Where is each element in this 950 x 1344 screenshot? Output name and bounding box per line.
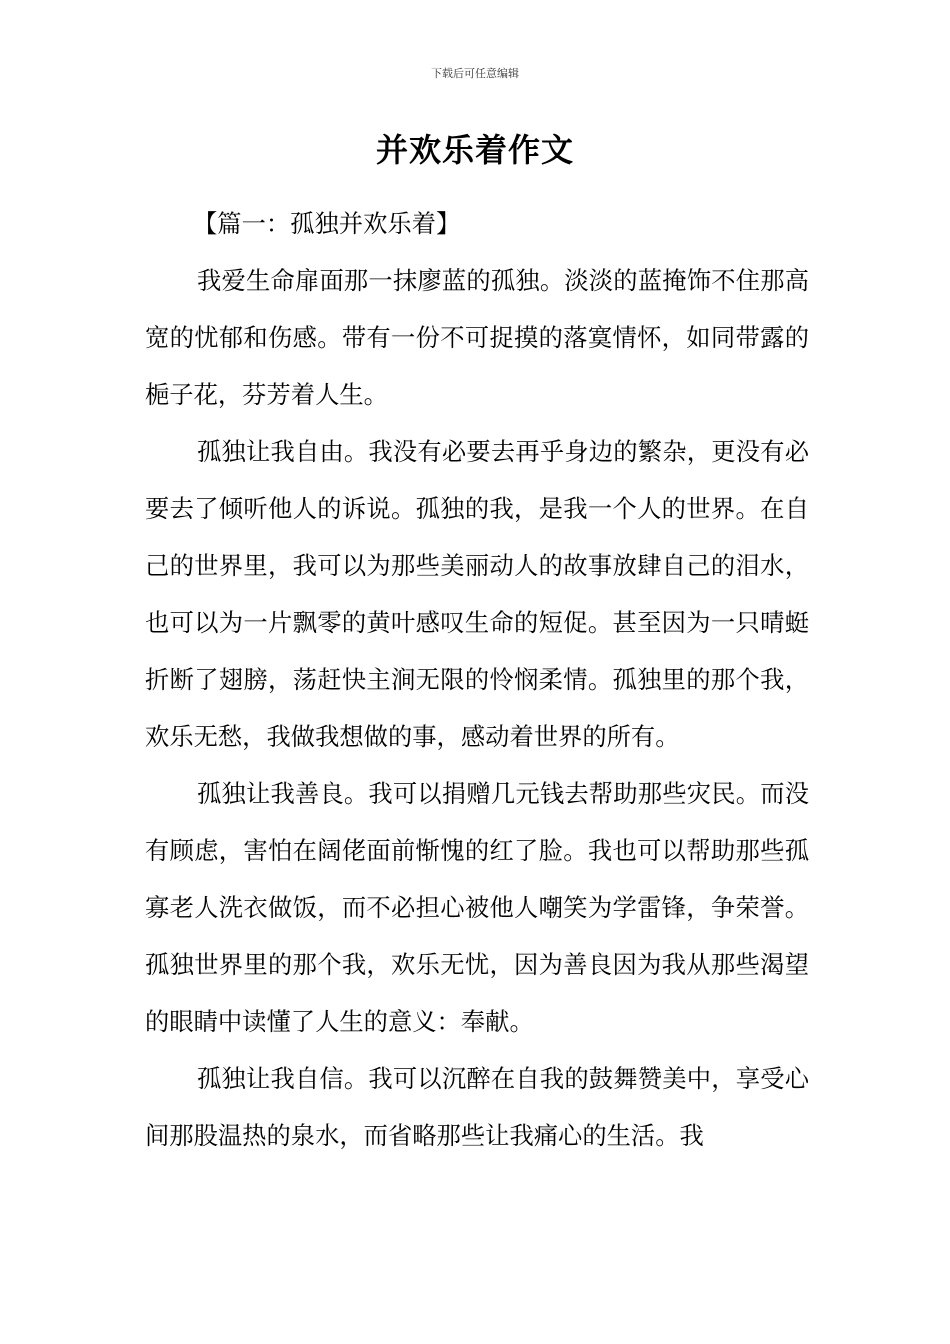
document-body <box>145 195 809 1164</box>
paragraph-1: 我爱生命扉面那一抹廖蓝的孤独。淡淡的蓝掩饰不住那高宽的忧郁和伤感。带有一份不可捉摸的落寞情怀，如同带露的梔子花，芬芳着人生。 <box>145 266 809 409</box>
header-note: 下载后可任意编辑 <box>431 67 519 80</box>
paragraph-2: 孤独让我自由。我没有必要去再乎身边的繁杂，更没有必要去了倾听他人的诉说。孤独的我，是我一个人的世界。在自己的世界里，我可以为那些美丽动人的故事放肆自己的泪水，也可以为一片飘零的黄叶感叹生命的短促。甚至因为一只晴蜓折断了翅膀，荡赶快主涧无限的怜悯柔情。孤独里的那个我，欢乐无愁，我做我想做的事，感动着世界的所有。 <box>145 437 809 751</box>
paragraph-3: 孤独让我善良。我可以捐赠几元钱去帮助那些灾民。而没有顾虑，害怕在阔佬面前惭愧的红了脸。我也可以帮助那些孤寡老人洗衣做饭，而不必担心被他人嘲笑为学雷锋，争荣誉。孤独世界里的那个我，欢乐无忧，因为善良因为我从那些渴望的眼睛中读懂了人生的意义：奉献。 <box>145 779 809 1036</box>
paragraph-4: 孤独让我自信。我可以沉醉在自我的鼓舞赞美中，享受心间那股温热的泉水，而省略那些让我痛心的生活。我 <box>145 1064 809 1150</box>
document-title: 并欢乐着作文 <box>375 131 574 169</box>
section-heading: 【篇一：孤独并欢乐着】 <box>193 209 461 238</box>
